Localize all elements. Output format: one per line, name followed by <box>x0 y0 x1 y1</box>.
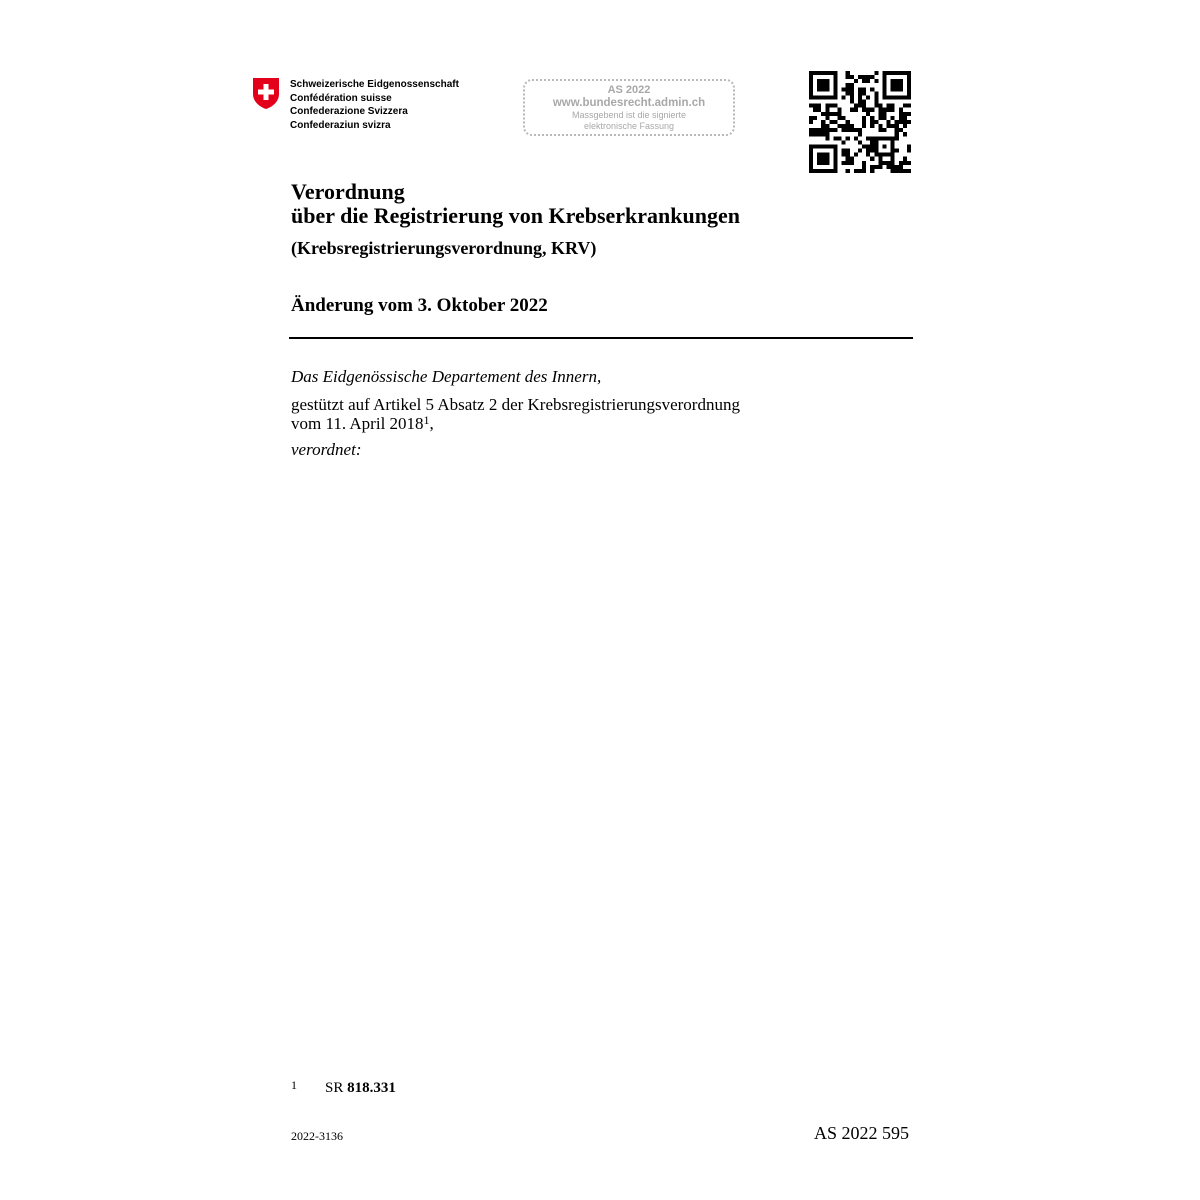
confederation-name-fr: Confédération suisse <box>290 92 392 104</box>
confederation-name-it: Confederazione Svizzera <box>290 106 408 117</box>
document-title-subject: über die Registrierung von Krebserkrankungen <box>291 203 740 228</box>
stamp-collection: AS 2022 <box>607 84 651 96</box>
stamp-note-line1: Massgebend ist die signierte <box>571 110 687 120</box>
confederation-name-de: Schweizerische Eidgenossenschaft <box>290 79 459 90</box>
confederation-names <box>290 78 459 132</box>
footnote-prefix: SR <box>325 1080 344 1096</box>
confederation-name-rm: Confederaziun svizra <box>290 119 391 131</box>
official-collection-reference: AS 2022 595 <box>813 1123 909 1143</box>
footnote-text <box>325 1079 396 1097</box>
legal-basis <box>291 395 740 433</box>
legal-basis-line1: gestützt auf Artikel 5 Absatz 2 der Krebsregistrierungsverordnung <box>291 395 740 414</box>
issuing-authority: Das Eidgenössische Departement des Innern, <box>291 367 602 386</box>
stamp-website: www.bundesrecht.admin.ch <box>552 97 706 109</box>
decree-formula: verordnet: <box>291 440 362 459</box>
title-divider <box>289 337 913 339</box>
footnote-number: 1 <box>291 1078 297 1092</box>
qr-code-icon <box>809 71 911 173</box>
document-short-title: (Krebsregistrierungsverordnung, KRV) <box>291 238 597 258</box>
legal-basis-suffix: , <box>429 414 434 433</box>
legal-basis-date: vom 11. April 2018 <box>291 414 424 433</box>
document-title-type: Verordnung <box>291 179 405 204</box>
footnote-reference[interactable]: 1 <box>423 413 430 427</box>
stamp-note-line2: elektronische Fassung <box>583 120 675 131</box>
document-number: 2022-3136 <box>291 1129 343 1143</box>
legal-basis-line2 <box>291 414 740 433</box>
footnote-sr-reference: 818.331 <box>347 1080 396 1096</box>
official-publication-stamp <box>523 79 735 136</box>
amendment-date-heading: Änderung vom 3. Oktober 2022 <box>291 295 548 316</box>
swiss-coat-of-arms-icon <box>252 77 280 110</box>
